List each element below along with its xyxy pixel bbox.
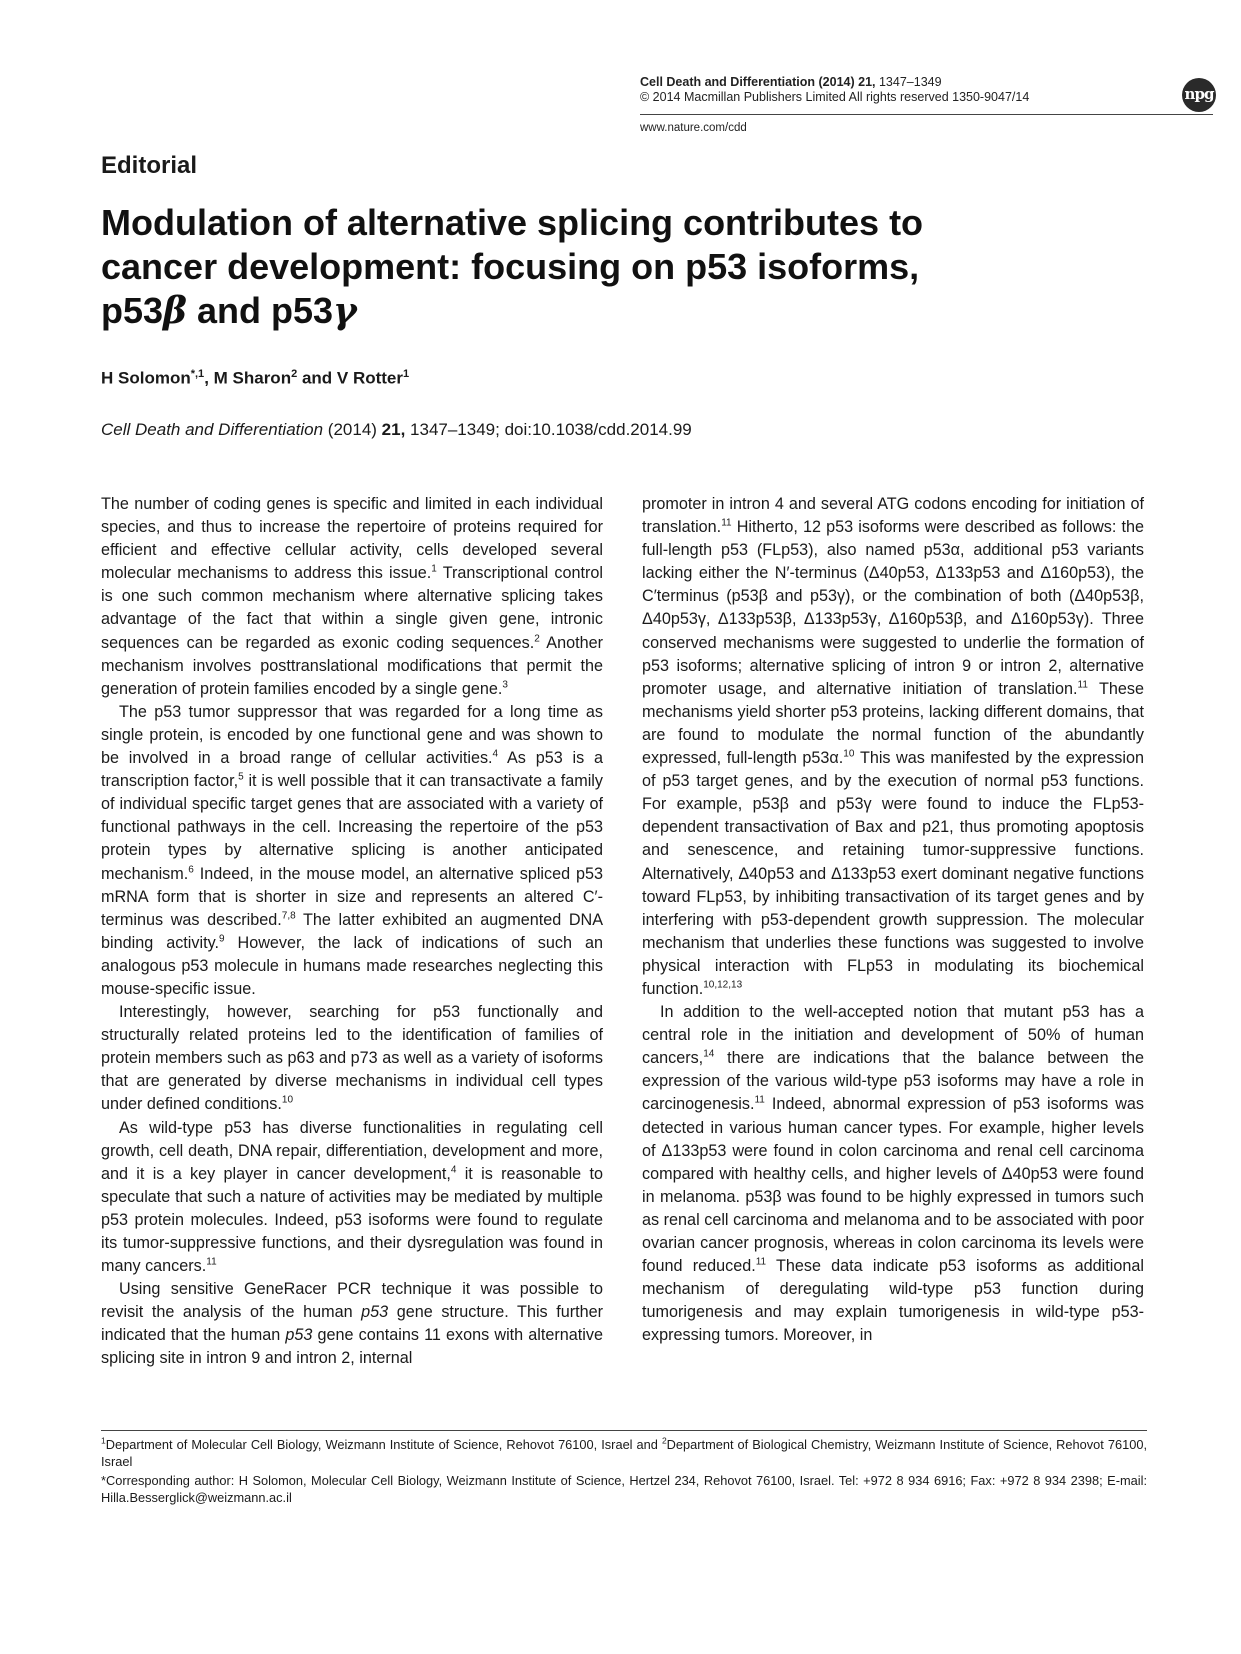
title-line-3: [101, 289, 1001, 333]
npg-logo: npg: [1182, 78, 1216, 112]
reference-marker[interactable]: 6: [188, 864, 194, 876]
text-run: promoter in intron 4 and several ATG codons encoding for initiation of translation.: [642, 495, 1144, 537]
text-run: Transcriptional control is one such common mechanism where alternative splicing takes advantage of the fact that within a single given gene, intronic sequences can be regarded as exonic coding sequences.: [101, 564, 603, 652]
text-run: gene structure. This further indicated that the human: [101, 1303, 603, 1345]
author-affiliation: 1: [403, 368, 410, 380]
paragraph: [101, 1001, 603, 1116]
reference-marker[interactable]: 10: [281, 1095, 294, 1107]
footnote-marker: 2: [661, 1435, 667, 1446]
text-run: there are indications that the balance between the expression of the various wild-type p53 isoforms may have a role in carcinogenesis.: [642, 1049, 1144, 1114]
title-text: and p53: [186, 290, 333, 331]
gamma-symbol: γ: [333, 290, 357, 332]
reference-marker[interactable]: 11: [755, 1256, 767, 1268]
citation-volume: 21,: [381, 420, 406, 439]
reference-marker[interactable]: 11: [206, 1256, 217, 1268]
text-run: Indeed, in the mouse model, an alternative spliced p53 mRNA form that is shorter in size and represents an altered C′-terminus was described.: [101, 864, 603, 929]
gene-name: p53: [285, 1326, 313, 1345]
text-run: The latter exhibited an augmented DNA binding activity.: [101, 910, 603, 952]
header-rule: [640, 114, 1213, 115]
reference-marker[interactable]: 10,12,13: [703, 979, 743, 991]
reference-marker[interactable]: 14: [703, 1048, 715, 1060]
footnote-text: Department of Molecular Cell Biology, Weizmann Institute of Science, Rehovot 76100, Israel and: [105, 1437, 662, 1452]
body-column-left: [101, 493, 603, 1371]
text-run: Another mechanism involves posttranslational modifications that permit the generation of protein families encoded by a single gene.: [101, 633, 603, 698]
journal-year-volume: (2014) 21,: [818, 75, 876, 89]
reference-marker[interactable]: 1: [431, 563, 437, 575]
footnote-rule: [101, 1430, 1147, 1431]
affiliation-footnote: [101, 1436, 1147, 1470]
reference-marker[interactable]: 10: [843, 748, 855, 760]
reference-marker[interactable]: 4: [450, 1164, 457, 1176]
reference-marker[interactable]: 2: [534, 633, 540, 645]
text-run: The number of coding genes is specific and limited in each individual species, and thus to increase the repertoire of proteins required for efficient and effective cellular activity, cells developed several molecular mechanisms to address this issue.: [101, 495, 603, 583]
footnotes: [101, 1436, 1147, 1508]
text-run: However, the lack of indications of such an analogous p53 molecule in humans made researches neglecting this mouse-specific issue.: [101, 933, 603, 998]
author-name: and V Rotter: [297, 368, 404, 388]
section-label: Editorial: [101, 152, 198, 179]
footnote-marker: 1: [101, 1435, 106, 1446]
author-affiliation: *,1: [190, 368, 205, 380]
text-run: Using sensitive GeneRacer PCR technique it was possible to revisit the analysis of the human: [101, 1280, 603, 1322]
text-run: In addition to the well-accepted notion that mutant p53 has a central role in the initiation and development of 50% of human cancers,: [642, 1003, 1144, 1068]
paragraph: [101, 701, 603, 1001]
journal-pages: 1347–1349: [878, 75, 942, 89]
citation-doi: 1347–1349; doi:10.1038/cdd.2014.99: [405, 420, 692, 439]
text-run: it is reasonable to speculate that such a nature of activities may be mediated by multiple p53 protein molecules. Indeed, p53 isoforms were found to regulate its tumor-suppressive functions, and their dysregulation was found in many cancers.: [101, 1164, 603, 1276]
reference-marker[interactable]: 7,8: [281, 910, 296, 922]
journal-name: Cell Death and Differentiation: [640, 75, 816, 89]
reference-marker[interactable]: 4: [492, 748, 499, 760]
text-run: The p53 tumor suppressor that was regarded for a long time as single protein, is encoded by one functional gene and was shown to be involved in a broad range of cellular activities.: [101, 702, 603, 768]
text-run: Indeed, abnormal expression of p53 isoforms was detected in various human cancer types. For example, higher levels of Δ133p53 were found in colon carcinoma and renal cell carcinoma compared with healthy cells, and higher levels of Δ40p53 were found in melanoma. p53β was found to be highly expressed in tumors such as renal cell carcinoma and melanoma and to be associated with poor ovarian cancer prognosis, whereas in colon carcinoma its levels were found reduced.: [642, 1095, 1144, 1276]
reference-marker[interactable]: 11: [754, 1095, 765, 1107]
journal-header: [640, 75, 1029, 136]
reference-marker[interactable]: 11: [1077, 679, 1088, 691]
journal-citation-line: [640, 75, 1029, 90]
text-run: Interestingly, however, searching for p53 functionally and structurally related proteins led to the identification of families of protein members such as p63 and p73 as well as a variety of isoforms that are generated by diverse mechanisms in individual cell types under defined conditions.: [101, 1003, 603, 1114]
journal-url[interactable]: www.nature.com/cdd: [640, 122, 747, 134]
text-run: These data indicate p53 isoforms as additional mechanism of deregulating wild-type p53 function during tumorigenesis and may explain tumorigenesis in wild-type p53-expressing tumors. Moreover, in: [642, 1257, 1144, 1345]
text-run: This was manifested by the expression of p53 target genes, and by the execution of normal p53 functions. For example, p53β and p53γ were found to induce the FLp53-dependent transactivation of Bax and p21, thus promoting apoptosis and senescence, and retaining tumor-suppressive functions. Alternatively, Δ40p53 and Δ133p53 exert dominant negative functions toward FLp53, by inhibiting transactivation of its target genes and by interfering with p53-dependent growth suppression. The molecular mechanism that underlies these functions was suggested to involve physical interaction with FLp53 in modulating its biochemical function.: [642, 749, 1145, 998]
paragraph: [101, 1278, 603, 1370]
text-run: As p53 is a transcription factor,: [101, 749, 603, 791]
text-run: gene contains 11 exons with alternative splicing site in intron 9 and intron 2, internal: [101, 1326, 603, 1368]
reference-marker[interactable]: 5: [238, 771, 244, 783]
article-title: [101, 201, 1001, 333]
author-list: [101, 368, 409, 389]
citation-journal: Cell Death and Differentiation: [101, 420, 324, 439]
body-column-right: [642, 493, 1144, 1347]
paragraph: [101, 493, 603, 701]
reference-marker[interactable]: 3: [502, 679, 508, 691]
beta-symbol: β: [163, 290, 187, 332]
reference-marker[interactable]: 9: [218, 933, 225, 945]
gene-name: p53: [361, 1303, 389, 1322]
title-text: p53: [101, 290, 164, 331]
author-name: H Solomon: [101, 368, 191, 388]
reference-marker[interactable]: 11: [721, 517, 732, 529]
paragraph: [642, 1001, 1144, 1347]
title-line-1: Modulation of alternative splicing contributes to: [101, 202, 924, 243]
paragraph: [101, 1117, 603, 1279]
corresponding-author-footnote: *Corresponding author: H Solomon, Molecular Cell Biology, Weizmann Institute of Science, Hertzel 234, Rehovot 76100, Israel. Tel: +972 8 934 6916; Fax: +972 8 934 2398; E-mail: Hilla.Besserglick@weizmann.ac.il: [101, 1473, 1147, 1505]
text-run: it is well possible that it can transactivate a family of individual specific target genes that are associated with a variety of functional pathways in the cell. Increasing the repertoire of the p53 protein types by alternative splicing is another anticipated mechanism.: [101, 772, 603, 883]
text-run: Hitherto, 12 p53 isoforms were described as follows: the full-length p53 (FLp53), also named p53α, additional p53 variants lacking either the N′-terminus (Δ40p53, Δ133p53 and Δ160p53), the C′terminus (p53β and p53γ), or the combination of both (Δ40p53β, Δ40p53γ, Δ133p53β, Δ133p53γ, Δ160p53β, and Δ160p53γ). Three conserved mechanisms were suggested to underlie the formation of p53 isoforms; alternative splicing of intron 9 or intron 2, alternative promoter usage, and alternative initiation of translation.: [642, 518, 1144, 698]
footnote-text: Department of Biological Chemistry, Weizmann Institute of Science, Rehovot 76100, Israel: [101, 1437, 1147, 1469]
author-affiliation: 2: [291, 368, 298, 380]
title-line-2: cancer development: focusing on p53 isoforms,: [101, 246, 920, 287]
text-run: These mechanisms yield shorter p53 proteins, lacking different domains, that are found to modulate the normal function of the abundantly expressed, full-length p53α.: [642, 679, 1144, 768]
paragraph: [642, 493, 1144, 1001]
article-citation: [101, 420, 692, 440]
author-name: , M Sharon: [204, 368, 292, 388]
text-run: As wild-type p53 has diverse functionalities in regulating cell growth, cell death, DNA repair, differentiation, development and more, and it is a key player in cancer development,: [101, 1118, 603, 1183]
copyright-line: © 2014 Macmillan Publishers Limited All rights reserved 1350-9047/14: [640, 90, 1030, 104]
citation-year: (2014): [323, 420, 382, 439]
